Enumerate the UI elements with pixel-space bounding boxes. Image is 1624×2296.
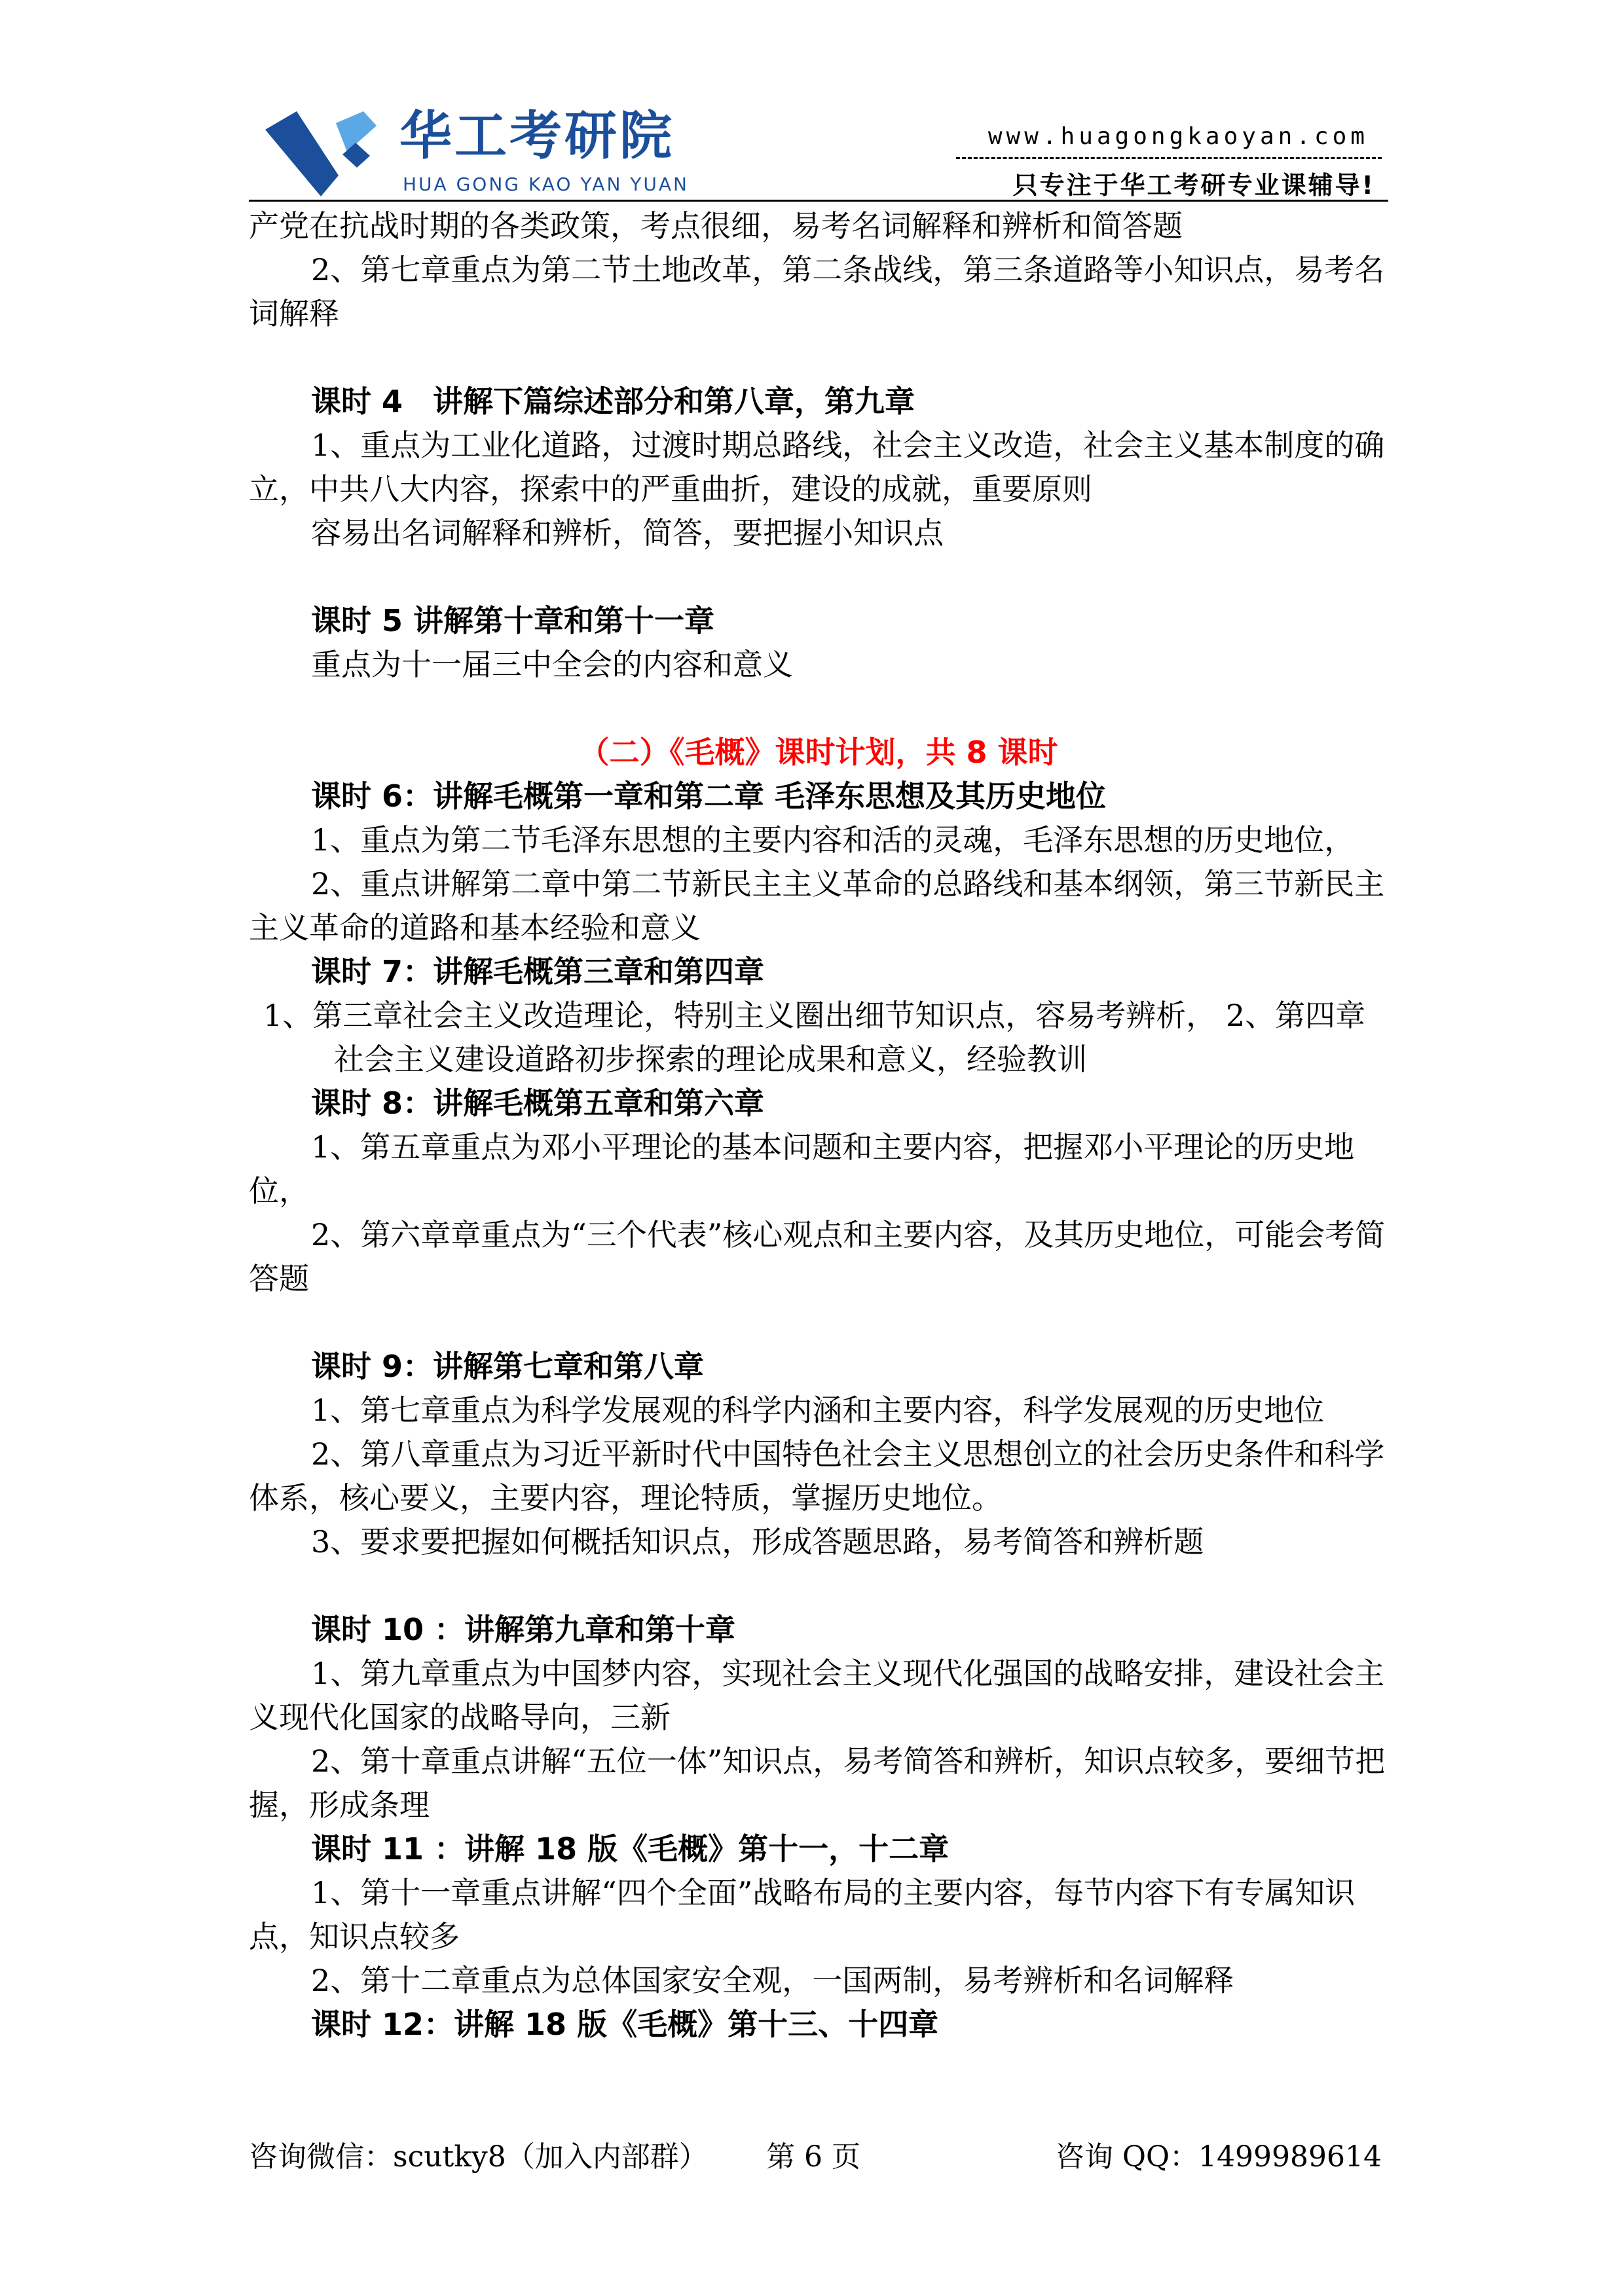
header-dashed-divider bbox=[956, 157, 1382, 159]
paragraph: 2、第十章重点讲解“五位一体”知识点，易考简答和辨析，知识点较多，要细节把握，形成条理 bbox=[249, 1743, 1386, 1823]
paragraph: 容易出名词解释和辨析，简答，要把握小知识点 bbox=[311, 515, 944, 551]
paragraph: 重点为十一届三中全会的内容和意义 bbox=[311, 647, 793, 682]
paragraph: 2、第八章重点为习近平新时代中国特色社会主义思想创立的社会历史条件和科学体系，核心要义，主要内容，理论特质，掌握历史地位。 bbox=[249, 1436, 1385, 1516]
paragraph: 2、第十二章重点为总体国家安全观，一国两制，易考辨析和名词解释 bbox=[311, 1963, 1234, 1998]
lesson-heading: 课时 8：讲解毛概第五章和第六章 bbox=[311, 1085, 765, 1121]
logo-icon bbox=[265, 111, 377, 196]
document-body bbox=[249, 204, 1388, 2047]
paragraph: 3、要求要把握如何概括知识点，形成答题思路，易考简答和辨析题 bbox=[311, 1524, 1204, 1559]
lesson-heading: 课时 10 ：讲解第九章和第十章 bbox=[311, 1612, 736, 1647]
paragraph: 1、第七章重点为科学发展观的科学内涵和主要内容，科学发展观的历史地位 bbox=[311, 1393, 1325, 1428]
paragraph: 1、第三章社会主义改造理论，特别主义圈出细节知识点，容易考辨析， 2、第四章社会主义建设道路初步探索的理论成果和意义，经验教训 bbox=[263, 998, 1366, 1077]
paragraph: 产党在抗战时期的各类政策，考点很细，易考名词解释和辨析和简答题 bbox=[249, 208, 1183, 244]
paragraph: 1、重点为工业化道路，过渡时期总路线，社会主义改造，社会主义基本制度的确立，中共八大内容，探索中的严重曲折，建设的成就，重要原则 bbox=[249, 428, 1385, 507]
paragraph: 1、第五章重点为邓小平理论的基本问题和主要内容，把握邓小平理论的历史地位， bbox=[249, 1129, 1355, 1209]
lesson-heading: 课时 7：讲解毛概第三章和第四章 bbox=[311, 954, 765, 989]
paragraph: 2、第六章章重点为“三个代表”核心观点和主要内容，及其历史地位，可能会考简答题 bbox=[249, 1217, 1386, 1296]
lesson-heading: 课时 6：讲解毛概第一章和第二章 毛泽东思想及其历史地位 bbox=[311, 778, 1107, 814]
website-link[interactable]: www.huagongkaoyan.com bbox=[987, 123, 1369, 150]
logo-pinyin: HUA GONG KAO YAN YUAN bbox=[403, 173, 689, 195]
logo-text: 华工考研院 bbox=[399, 105, 674, 166]
lesson-heading: 课时 4 讲解下篇综述部分和第八章，第九章 bbox=[311, 384, 915, 419]
page-header bbox=[249, 105, 1388, 203]
paragraph: 1、重点为第二节毛泽东思想的主要内容和活的灵魂，毛泽东思想的历史地位， bbox=[311, 822, 1355, 858]
paragraph: 1、第十一章重点讲解“四个全面”战略布局的主要内容，每节内容下有专属知识点，知识点较多 bbox=[249, 1875, 1356, 1954]
lesson-heading: 课时 12：讲解 18 版《毛概》第十三、十四章 bbox=[311, 2007, 939, 2042]
paragraph: 2、第七章重点为第二节土地改革，第二条战线，第三条道路等小知识点，易考名词解释 bbox=[249, 252, 1385, 331]
paragraph: 2、重点讲解第二章中第二节新民主主义革命的总路线和基本纲领，第三节新民主主义革命的道路和基本经验和意义 bbox=[249, 866, 1385, 945]
lesson-heading: 课时 9：讲解第七章和第八章 bbox=[311, 1349, 705, 1384]
paragraph: 1、第九章重点为中国梦内容，实现社会主义现代化强国的战略安排，建设社会主义现代化国家的战略导向，三新 bbox=[249, 1656, 1385, 1735]
page-number: 第 6 页 bbox=[766, 2140, 860, 2174]
footer-wechat: 咨询微信：scutky8（加入内部群） bbox=[249, 2140, 708, 2174]
section-title: （二）《毛概》课时计划，共 8 课时 bbox=[579, 735, 1058, 770]
lesson-heading: 课时 11 ：讲解 18 版《毛概》第十一，十二章 bbox=[311, 1831, 950, 1867]
header-rule bbox=[249, 200, 1388, 202]
footer-qq: 咨询 QQ：1499989614 bbox=[1055, 2140, 1382, 2174]
header-slogan: 只专注于华工考研专业课辅导! bbox=[1012, 171, 1375, 200]
lesson-heading: 课时 5 讲解第十章和第十一章 bbox=[311, 603, 715, 638]
